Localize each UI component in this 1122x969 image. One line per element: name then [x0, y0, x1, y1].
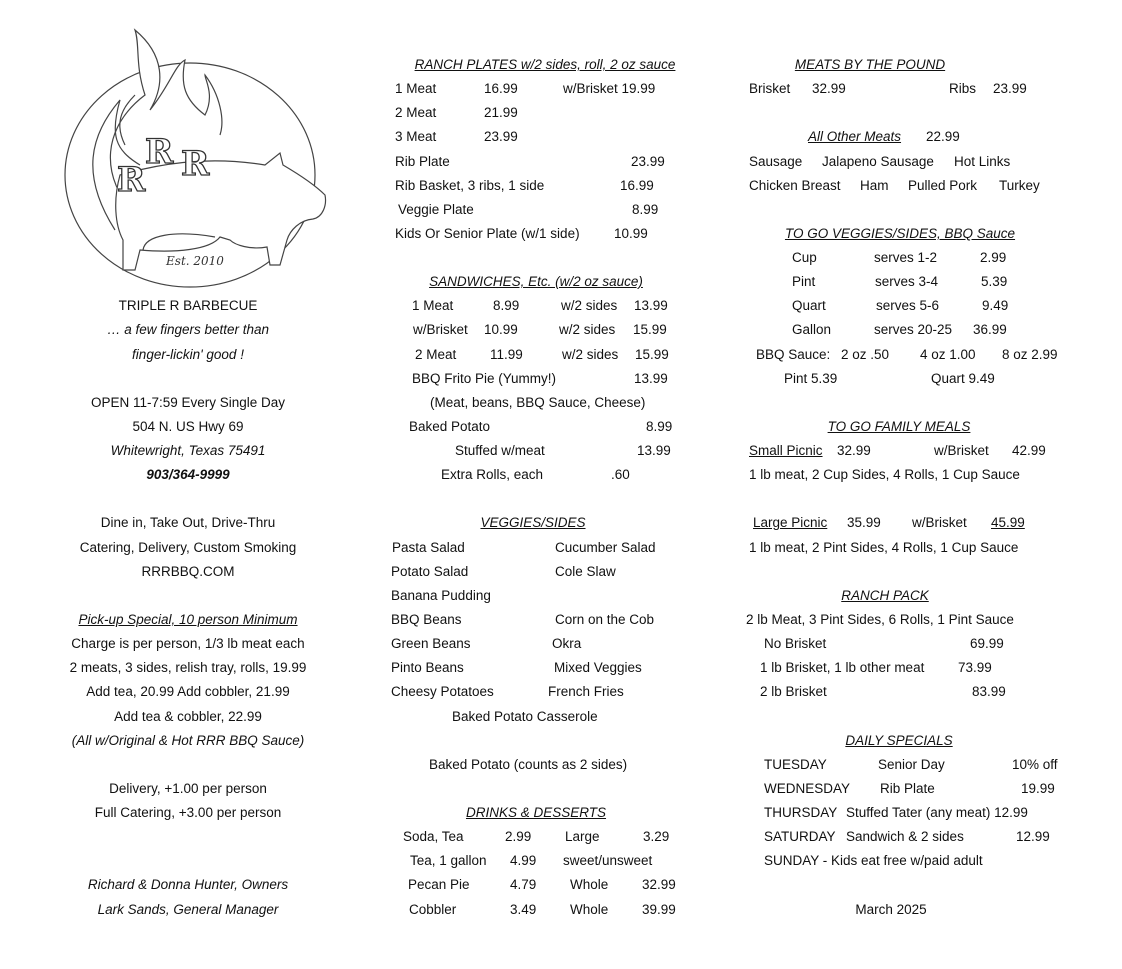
item: Small Picnic — [749, 443, 823, 458]
address: Whitewright, Texas 75491 — [110, 443, 266, 458]
item: 2 Meat — [395, 105, 437, 120]
item: Hot Links — [954, 154, 1011, 169]
menu-row — [0, 563, 1122, 581]
item: Sausage — [749, 154, 803, 169]
price: 39.99 — [642, 902, 676, 917]
price: 45.99 — [991, 515, 1025, 530]
price: .60 — [611, 467, 630, 482]
item: w/2 sides — [559, 322, 616, 337]
to-go-sides-title: TO GO VEGGIES/SIDES, BBQ Sauce — [784, 226, 1016, 241]
item: Tea, 1 gallon — [410, 853, 487, 868]
ranch-plates-title: RANCH PLATES w/2 sides, roll, 2 oz sauce — [414, 57, 676, 72]
menu-row — [0, 177, 1122, 195]
pickup-line: Add tea & cobbler, 22.99 — [114, 709, 262, 724]
services: Dine in, Take Out, Drive-Thru — [100, 515, 276, 530]
serves: serves 1-2 — [874, 250, 938, 265]
restaurant-name: TRIPLE R BARBECUE — [118, 298, 258, 313]
manager: Lark Sands, General Manager — [97, 902, 279, 917]
item: Quart — [792, 298, 826, 313]
price: 4 oz 1.00 — [920, 347, 976, 362]
item-description: 1 lb meat, 2 Pint Sides, 4 Rolls, 1 Cup Sauce — [749, 540, 1019, 555]
price: Quart 9.49 — [931, 371, 995, 386]
item: BBQ Frito Pie (Yummy!) — [412, 371, 557, 386]
item-description: 1 lb meat, 2 Cup Sides, 4 Rolls, 1 Cup Sauce — [749, 467, 1020, 482]
price: 36.99 — [973, 322, 1007, 337]
item: Veggie Plate — [398, 202, 474, 217]
menu-row — [0, 370, 1122, 388]
price: 42.99 — [1012, 443, 1046, 458]
price: 12.99 — [1016, 829, 1050, 844]
price: 23.99 — [484, 129, 518, 144]
menu-row — [0, 852, 1122, 870]
item: Rib Basket, 3 ribs, 1 side — [395, 178, 545, 193]
price: 8.99 — [632, 202, 659, 217]
logo-letter-r1: R — [117, 160, 146, 200]
logo-established: Est. 2010 — [166, 254, 224, 268]
menu-row — [0, 828, 1122, 846]
item: sweet/unsweet — [563, 853, 653, 868]
item: Cobbler — [409, 902, 457, 917]
price: 15.99 — [635, 347, 669, 362]
item: Corn on the Cob — [555, 612, 655, 627]
veggies-note: Baked Potato (counts as 2 sides) — [429, 757, 628, 772]
catering-charge: Full Catering, +3.00 per person — [94, 805, 282, 820]
address: 504 N. US Hwy 69 — [132, 419, 244, 434]
item: 3 Meat — [395, 129, 437, 144]
price: 2.99 — [980, 250, 1007, 265]
menu-row — [0, 804, 1122, 822]
pickup-line: 2 meats, 3 sides, relish tray, rolls, 19.99 — [69, 660, 307, 675]
price: 23.99 — [631, 154, 665, 169]
menu-row — [0, 442, 1122, 460]
item: Rib Plate — [395, 154, 450, 169]
price: 35.99 — [847, 515, 881, 530]
price: 10.99 — [614, 226, 648, 241]
day: SATURDAY — [764, 829, 836, 844]
daily-specials-title: DAILY SPECIALS — [845, 733, 953, 748]
item: French Fries — [548, 684, 624, 699]
item: Large Picnic — [753, 515, 828, 530]
menu-row — [0, 659, 1122, 677]
item: Turkey — [999, 178, 1040, 193]
meats-by-pound-title: MEATS BY THE POUND — [794, 57, 946, 72]
item: Pinto Beans — [391, 660, 464, 675]
menu-row — [0, 514, 1122, 532]
website: RRRBBQ.COM — [141, 564, 235, 579]
price: 32.99 — [812, 81, 846, 96]
price: 69.99 — [970, 636, 1004, 651]
item: Jalapeno Sausage — [822, 154, 934, 169]
other-meats-title: All Other Meats — [808, 129, 902, 144]
price: 83.99 — [972, 684, 1006, 699]
item: Cucumber Salad — [555, 540, 656, 555]
item: 2 Meat — [415, 347, 457, 362]
price: 8.99 — [493, 298, 520, 313]
menu-row — [0, 756, 1122, 774]
price: 13.99 — [634, 371, 668, 386]
item: 2 lb Brisket — [760, 684, 827, 699]
price: 32.99 — [642, 877, 676, 892]
menu-row — [0, 635, 1122, 653]
price: 10% off — [1012, 757, 1058, 772]
phone: 903/364-9999 — [146, 467, 230, 482]
pickup-special-title: Pick-up Special, 10 person Minimum — [78, 612, 298, 627]
item: w/Brisket — [912, 515, 967, 530]
price: 3.49 — [510, 902, 537, 917]
item: SUNDAY - Kids eat free w/paid adult — [764, 853, 983, 868]
item: 1 Meat — [395, 81, 437, 96]
family-meals-title: TO GO FAMILY MEALS — [827, 419, 971, 434]
pickup-line: Add tea, 20.99 Add cobbler, 21.99 — [86, 684, 290, 699]
menu-row — [0, 876, 1122, 894]
menu-row — [0, 297, 1122, 315]
price: w/Brisket 19.99 — [563, 81, 656, 96]
menu-row — [0, 394, 1122, 412]
menu-row — [0, 249, 1122, 267]
menu-row — [0, 321, 1122, 339]
item: Soda, Tea — [403, 829, 464, 844]
menu-row — [0, 80, 1122, 98]
price: 23.99 — [993, 81, 1027, 96]
price: 2 oz .50 — [841, 347, 890, 362]
item: Sandwich & 2 sides — [846, 829, 964, 844]
serves: serves 20-25 — [874, 322, 953, 337]
item: Cole Slaw — [555, 564, 616, 579]
item: BBQ Beans — [391, 612, 462, 627]
logo-letter-r2: R — [145, 132, 174, 172]
logo-letter-r3: R — [181, 144, 210, 184]
price: 13.99 — [637, 443, 671, 458]
ranch-pack-title: RANCH PACK — [841, 588, 929, 603]
price: 16.99 — [620, 178, 654, 193]
veggies-title: VEGGIES/SIDES — [480, 515, 586, 530]
item: Mixed Veggies — [554, 660, 642, 675]
price: Pint 5.39 — [784, 371, 838, 386]
menu-row — [0, 273, 1122, 291]
drinks-title: DRINKS & DESSERTS — [465, 805, 607, 820]
item: Pulled Pork — [908, 178, 978, 193]
price: 22.99 — [926, 129, 960, 144]
item: Stuffed w/meat — [455, 443, 545, 458]
price: 5.39 — [981, 274, 1008, 289]
menu-row — [0, 153, 1122, 171]
item: w/Brisket — [934, 443, 989, 458]
item: w/Brisket — [413, 322, 468, 337]
item: Green Beans — [391, 636, 471, 651]
price: 2.99 — [505, 829, 532, 844]
menu-row — [0, 780, 1122, 798]
services: Catering, Delivery, Custom Smoking — [79, 540, 297, 555]
item: Extra Rolls, each — [441, 467, 544, 482]
item: Cup — [792, 250, 817, 265]
menu-row — [0, 708, 1122, 726]
price: 15.99 — [633, 322, 667, 337]
item: w/2 sides — [561, 298, 618, 313]
item: Okra — [552, 636, 582, 651]
menu-row — [0, 201, 1122, 219]
tagline: … a few fingers better than — [106, 322, 270, 337]
serves: serves 5-6 — [876, 298, 940, 313]
item: Cheesy Potatoes — [391, 684, 494, 699]
item-note: (Meat, beans, BBQ Sauce, Cheese) — [430, 395, 646, 410]
serves: serves 3-4 — [875, 274, 939, 289]
item: Potato Salad — [391, 564, 469, 579]
item: Senior Day — [878, 757, 945, 772]
menu-row — [0, 346, 1122, 364]
day: THURSDAY — [764, 805, 838, 820]
menu-date: March 2025 — [855, 902, 927, 917]
owners: Richard & Donna Hunter, Owners — [87, 877, 289, 892]
sandwiches-title: SANDWICHES, Etc. (w/2 oz sauce) — [429, 274, 643, 289]
item: Gallon — [792, 322, 832, 337]
pickup-line: Charge is per person, 1/3 lb meat each — [71, 636, 305, 651]
hours: OPEN 11-7:59 Every Single Day — [90, 395, 286, 410]
menu-row — [0, 104, 1122, 122]
price: 73.99 — [958, 660, 992, 675]
item: Baked Potato Casserole — [452, 709, 598, 724]
item: Banana Pudding — [391, 588, 491, 603]
item: Whole — [570, 902, 609, 917]
pickup-line: (All w/Original & Hot RRR BBQ Sauce) — [71, 733, 305, 748]
price: 8.99 — [646, 419, 673, 434]
item: BBQ Sauce: — [756, 347, 831, 362]
price: 16.99 — [484, 81, 518, 96]
item: Pasta Salad — [392, 540, 465, 555]
item: Whole — [570, 877, 609, 892]
item: Large — [565, 829, 600, 844]
delivery-charge: Delivery, +1.00 per person — [109, 781, 267, 796]
item: Brisket — [749, 81, 791, 96]
price: 3.29 — [643, 829, 670, 844]
price: 9.49 — [982, 298, 1009, 313]
item: Stuffed Tater (any meat) 12.99 — [846, 805, 1028, 820]
price: 4.99 — [510, 853, 537, 868]
item: w/2 sides — [562, 347, 619, 362]
price: 4.79 — [510, 877, 537, 892]
menu-row — [0, 683, 1122, 701]
item: 1 lb Brisket, 1 lb other meat — [760, 660, 925, 675]
item: Pint — [792, 274, 816, 289]
price: 21.99 — [484, 105, 518, 120]
item: Chicken Breast — [749, 178, 841, 193]
price: 13.99 — [634, 298, 668, 313]
item: Ribs — [949, 81, 977, 96]
price: 32.99 — [837, 443, 871, 458]
tagline: finger-lickin' good ! — [132, 347, 244, 362]
price: 10.99 — [484, 322, 518, 337]
item: Baked Potato — [409, 419, 491, 434]
item: Rib Plate — [880, 781, 935, 796]
item: Kids Or Senior Plate (w/1 side) — [395, 226, 580, 241]
item: 1 Meat — [412, 298, 454, 313]
price: 11.99 — [490, 347, 523, 362]
price: 19.99 — [1021, 781, 1055, 796]
item: No Brisket — [764, 636, 827, 651]
price: 8 oz 2.99 — [1002, 347, 1058, 362]
item-description: 2 lb Meat, 3 Pint Sides, 6 Rolls, 1 Pint Sauce — [746, 612, 1014, 627]
day: WEDNESDAY — [764, 781, 851, 796]
day: TUESDAY — [764, 757, 827, 772]
item: Ham — [860, 178, 889, 193]
item: Pecan Pie — [408, 877, 470, 892]
